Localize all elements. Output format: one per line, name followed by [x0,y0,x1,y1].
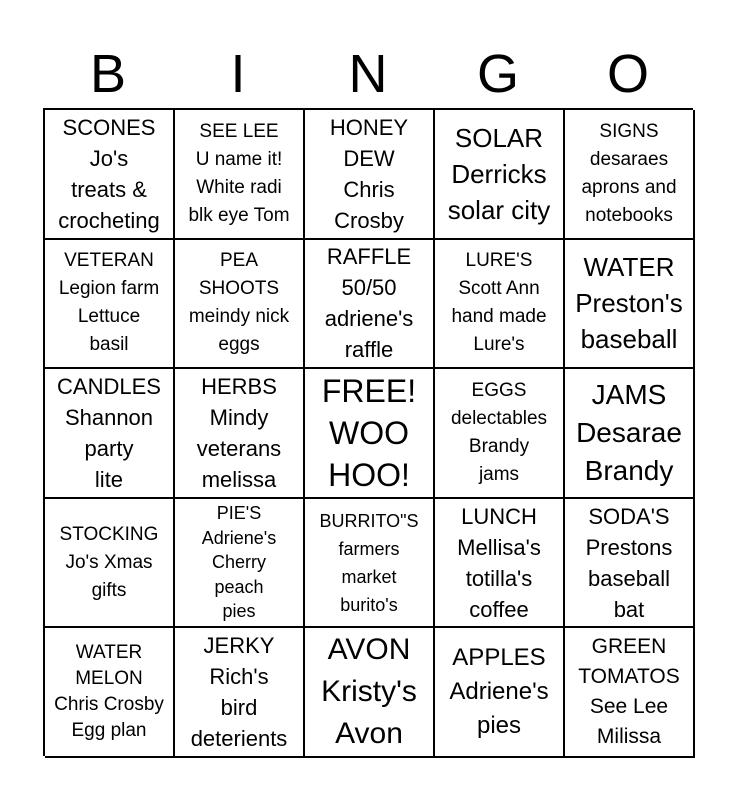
bingo-cell[interactable]: RAFFLE 50/50 adriene's raffle [305,240,435,370]
bingo-cell[interactable]: APPLES Adriene's pies [435,628,565,758]
bingo-cell[interactable]: JERKY Rich's bird deterients [175,628,305,758]
bingo-cell[interactable]: SCONES Jo's treats & crocheting [45,110,175,240]
bingo-cell[interactable]: GREEN TOMATOS See Lee Milissa [565,628,695,758]
header-letter-o: O [606,44,649,104]
bingo-cell[interactable]: SODA'S Prestons baseball bat [565,499,695,629]
header-letter-n: N [348,44,388,104]
header-letter-g: G [476,44,519,104]
bingo-cell[interactable]: WATER MELON Chris Crosby Egg plan [45,628,175,758]
bingo-cell[interactable]: HONEY DEW Chris Crosby [305,110,435,240]
bingo-cell[interactable]: SEE LEE U name it! White radi blk eye Tom [175,110,305,240]
header-letter-b: B [89,44,127,104]
bingo-cell[interactable]: CANDLES Shannon party lite [45,369,175,499]
bingo-cell[interactable]: VETERAN Legion farm Lettuce basil [45,240,175,370]
bingo-cell[interactable]: PEA SHOOTS meindy nick eggs [175,240,305,370]
bingo-cell[interactable]: BURRITO"S farmers market burito's [305,499,435,629]
header-letter-i: I [230,44,246,104]
bingo-cell[interactable]: SOLAR Derricks solar city [435,110,565,240]
bingo-cell[interactable]: JAMS Desarae Brandy [565,369,695,499]
bingo-cell[interactable]: SIGNS desaraes aprons and notebooks [565,110,695,240]
bingo-cell[interactable]: LURE'S Scott Ann hand made Lure's [435,240,565,370]
bingo-cell[interactable]: WATER Preston's baseball [565,240,695,370]
bingo-cell[interactable]: EGGS delectables Brandy jams [435,369,565,499]
bingo-header [43,40,693,108]
bingo-cell[interactable]: STOCKING Jo's Xmas gifts [45,499,175,629]
bingo-cell[interactable]: PIE'S Adriene's Cherry peach pies [175,499,305,629]
bingo-grid [43,108,693,756]
bingo-cell[interactable]: HERBS Mindy veterans melissa [175,369,305,499]
free-cell[interactable]: FREE! WOO HOO! [305,369,435,499]
bingo-cell[interactable]: AVON Kristy's Avon [305,628,435,758]
bingo-cell[interactable]: LUNCH Mellisa's totilla's coffee [435,499,565,629]
